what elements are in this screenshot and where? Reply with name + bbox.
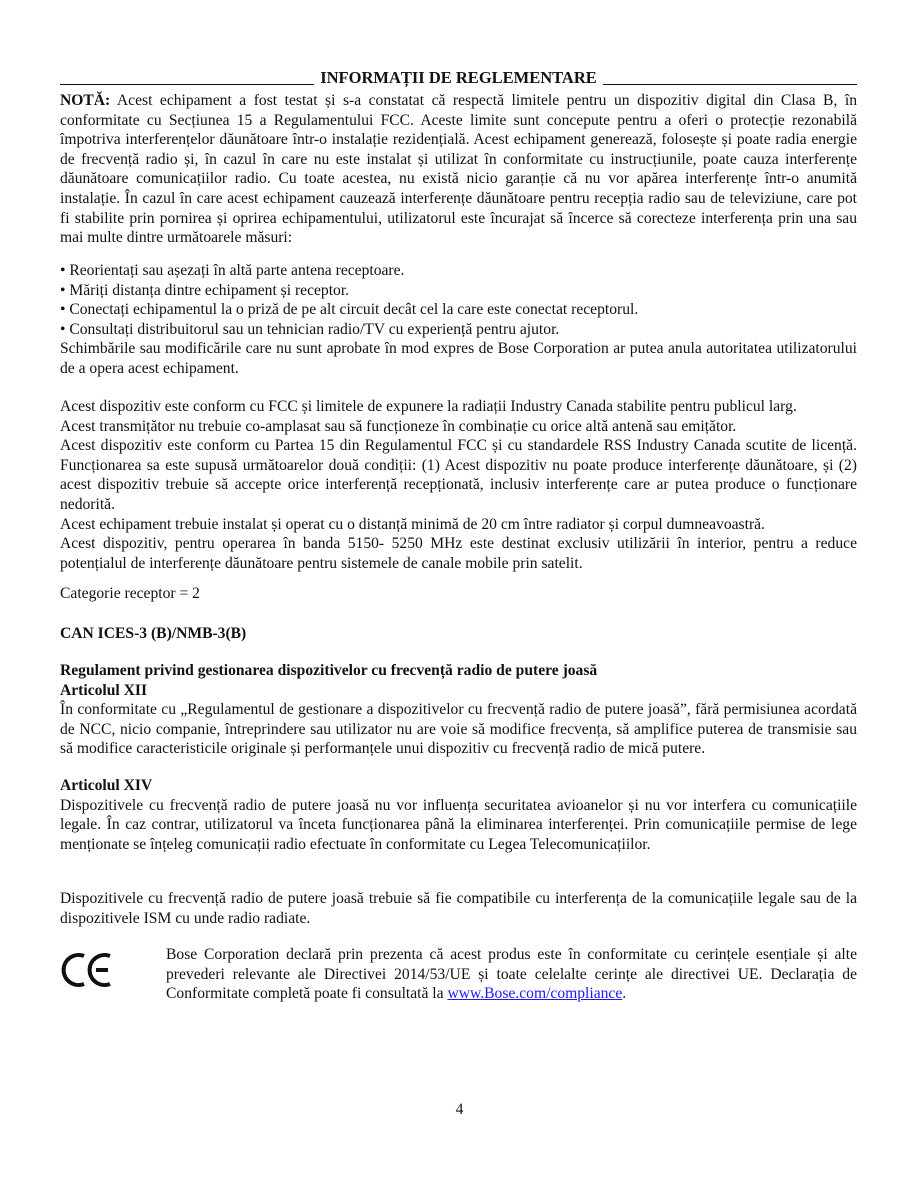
article-12-text: În conformitate cu „Regulamentul de gestionare a dispozitivelor cu frecvență radio de putere joasă”, fără permisiunea acordată de NCC, nicio companie, întreprindere sau utilizator nu are voie să modifice frecvența, să amplifice puterea de transmisie sau să modifice caracteristicile originale și performanțele unui dispozitiv cu frecvență radio de mică putere.: [60, 701, 857, 758]
compliance-line: Acest echipament trebuie instalat și operat cu o distanță minimă de 20 cm între radiator și corpul dumneavoastră.: [60, 515, 765, 533]
changes-paragraph: [60, 339, 857, 378]
ism-paragraph: Dispozitivele cu frecvență radio de putere joasă trebuie să fie compatibile cu interferența de la comunicațiile legale sau de la dispozitivele ISM cu unde radio radiate.: [60, 890, 857, 927]
compliance-line: Acest dispozitiv este conform cu Partea 15 din Regulamentul FCC și cu standardele RSS Industry Canada scutite de licență. Funcționarea sa este supusă următoarelor două condiții: (1) Acest dispozitiv nu poate produce interferențe dăunătoare, și (2) acest dispozitiv trebuie să accepte orice interferență recepționată, inclusiv interferențe care ar putea produce o funcționare nedorită.: [60, 437, 857, 513]
section-title: [60, 68, 857, 88]
note-paragraph: [60, 91, 857, 248]
compliance-link[interactable]: www.Bose.com/compliance: [447, 985, 623, 1003]
compliance-line: Acest dispozitiv este conform cu FCC și limitele de expunere la radiații Industry Canada stabilite pentru publicul larg.: [60, 398, 797, 415]
ce-end: .: [622, 985, 627, 1003]
list-item: • Conectați echipamentul la o priză de pe alt circuit decât cel la care este conectat receptorul.: [60, 301, 639, 319]
can-ices: CAN ICES-3 (B)/NMB-3(B): [60, 625, 247, 642]
note-text: Acest echipament a fost testat și s-a constatat că respectă limitele pentru un dispozitiv digital din Clasa B, în conformitate cu Secțiunea 15 a Regulamentului FCC. Aceste limite sunt concepute pentru a oferi o protecție rezonabilă împotriva interferențelor dăunătoare într-o instalație rezidențială. Acest echipament generează, folosește și poate radia energie de frecvență radio și, în cazul în care nu este instalat și utilizat în conformitate cu instrucțiunile, poate cauza interferențe dăunătoare comunicațiilor radio. Cu toate acestea, nu există nicio garanție că nu vor apărea interferențe într-o anumită instalație. În cazul în care acest echipament cauzează interferențe dăunătoare pentru recepția radio sau de televiziune, care pot fi stabilite prin pornirea și oprirea echipamentului, utilizatorul este încurajat să încerce să corecteze interferența prin una sau mai multe dintre următoarele măsuri:: [60, 92, 857, 247]
page-number: 4: [455, 1101, 464, 1118]
ce-text: Bose Corporation declară prin prezenta că acest produs este în conformitate cu cerințele esențiale și alte prevederi relevante ale Directivei 2014/53/UE și toate celelalte cerințe ale directivei UE. Declarația de Conformitate completă poate fi consultată la: [166, 946, 857, 1003]
compliance-line: Acest transmițător nu trebuie co-amplasat sau să funcționeze în combinație cu orice altă antenă sau emițător.: [60, 417, 737, 435]
compliance-line: Acest dispozitiv, pentru operarea în banda 5150- 5250 MHz este destinat exclusiv utilizării în interior, pentru a reduce potențialul de interferențe dăunătoare pentru sistemele de canale mobile prin satelit.: [60, 535, 857, 572]
article-14-text: Dispozitivele cu frecvență radio de putere joasă nu vor influența securitatea avioanelor și nu vor interfera cu comunicațiile legale. În caz contrar, utilizatorul va înceta funcționarea până la eliminarea interferenței. Prin comunicațiile permise de lege menționate se înțeleg comunicații radio efectuate în conformitate cu Legea Telecomunicațiilor.: [60, 796, 857, 853]
low-power-heading: Regulament privind gestionarea dispozitivelor cu frecvență radio de putere joasă: [60, 662, 598, 679]
list-item: • Măriți distanța dintre echipament și receptor.: [60, 281, 350, 299]
list-item: • Reorientați sau așezați în altă parte antena receptoare.: [60, 262, 405, 279]
low-power-section: [60, 661, 857, 759]
article-14-section: [60, 776, 857, 854]
receiver-category: Categorie receptor = 2: [60, 585, 200, 602]
compliance-block: [60, 397, 857, 573]
measures-list: [60, 261, 857, 339]
article-14-heading: Articolul XIV: [60, 777, 153, 794]
ce-mark-icon: [60, 950, 120, 990]
title-text: INFORMAȚII DE REGLEMENTARE: [320, 68, 597, 87]
title-rule-right: [603, 70, 857, 85]
title-rule-left: [60, 70, 314, 85]
list-item: • Consultați distribuitorul sau un tehnician radio/TV cu experiență pentru ajutor.: [60, 320, 560, 338]
ce-declaration: [166, 945, 857, 1004]
note-label: NOTĂ:: [60, 92, 111, 109]
changes-text: Schimbările sau modificările care nu sunt aprobate în mod expres de Bose Corporation ar putea anula autoritatea utilizatorului de a opera acest echipament.: [60, 340, 857, 377]
article-12-heading: Articolul XII: [60, 681, 148, 699]
